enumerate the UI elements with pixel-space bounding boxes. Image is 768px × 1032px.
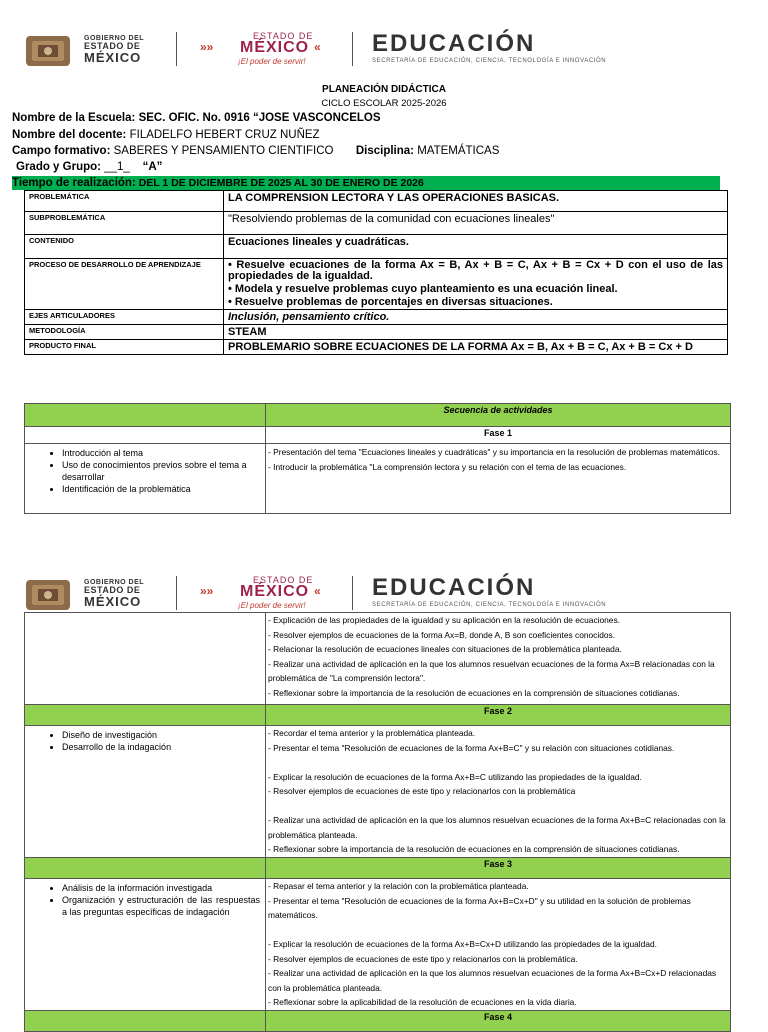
table-row (25, 705, 731, 726)
educacion-logo: EDUCACIÓN SECRETARÍA DE EDUCACIÓN, CIENCIA, TECNOLOGÍA E INNOVACIÓN (372, 574, 607, 608)
gobierno-logo-text: GOBIERNO DEL ESTADO DE MÉXICO (84, 35, 145, 65)
table-row (25, 325, 728, 340)
list-item: - Introducir la problemática "La comprensión lectora y su relación con el tema de las ecuaciones. (268, 461, 627, 472)
activities-table (24, 403, 731, 514)
fase4-title: Fase 4 (266, 1011, 731, 1032)
gobierno-logo-text: GOBIERNO DEL ESTADO DE MÉXICO (84, 579, 145, 609)
contenido-value: Ecuaciones lineales y cuadráticas. (224, 235, 728, 259)
state-seal-icon (20, 32, 76, 70)
fase1-left (25, 444, 266, 514)
grado-line: Grado y Grupo: __1_ “A” (16, 161, 163, 173)
divider (352, 576, 353, 610)
row-label: EJES ARTICULADORES (25, 310, 224, 325)
problematica-value: LA COMPRENSION LECTORA Y LAS OPERACIONES BASICAS. (224, 191, 728, 212)
docente-line: Nombre del docente: FILADELFO HEBERT CRUZ NUÑEZ (12, 129, 320, 141)
table-row (25, 427, 731, 444)
list-item: - Resolver ejemplos de ecuaciones de la forma Ax=B, donde A, B son coeficientes conocidos. (268, 629, 616, 640)
list-item: • Identificación de la problemática (62, 483, 264, 495)
list-item: • Resuelve ecuaciones de la forma Ax = B, Ax + B = C, Ax + B = Cx + D con el uso de las propiedades de la igualdad. (228, 259, 723, 282)
list-item: - Reflexionar sobre la aplicabilidad de la resolución de ecuaciones en la vida diaria. (268, 997, 577, 1007)
list-item: - Repasar el tema anterior y la relación con la problemática planteada. (268, 881, 529, 891)
tiempo-bar: Tiempo de realización: DEL 1 DE DICIEMBRE DE 2025 AL 30 DE ENERO DE 2026 (12, 176, 720, 190)
list-item: • Introducción al tema (62, 447, 264, 459)
list-item: • Organización y estructuración de las respuestas a las preguntas específicas de indagación (62, 894, 260, 918)
list-item: - Explicación de las propiedades de la igualdad y su aplicación en la resolución de ecuaciones. (268, 615, 620, 625)
ejes-value: Inclusión, pensamiento crítico. (224, 310, 728, 325)
row-label: SUBPROBLEMÁTICA (25, 212, 224, 235)
fase2-right (266, 726, 731, 858)
header-banner (18, 30, 732, 74)
fase2-left (25, 726, 266, 858)
divider (176, 576, 177, 610)
estado-mexico-logo: »» ESTADO DE MÉXICO « ¡El poder de servir! (200, 31, 321, 66)
fase1-continued-right (266, 613, 731, 705)
list-item: - Realizar una actividad de aplicación en la que los alumnos resuelvan ecuaciones de la forma Ax+B=C relacionadas con la problemática planteada. (268, 815, 726, 840)
row-label: METODOLOGÍA (25, 325, 224, 340)
proceso-value (224, 259, 728, 310)
list-item: - Explicar la resolución de ecuaciones de la forma Ax+B=Cx+D utilizando las propiedades de la igualdad. (268, 939, 657, 949)
ciclo-escolar: CICLO ESCOLAR 2025-2026 (321, 98, 447, 109)
list-item: - Resolver ejemplos de ecuaciones de este tipo y relacionarlos con la problemática. (268, 953, 578, 964)
table-row (25, 310, 728, 325)
metodologia-value: STEAM (224, 325, 728, 340)
subproblematica-value: "Resolviendo problemas de la comunidad con ecuaciones lineales" (224, 212, 728, 235)
list-item: - Relacionar la resolución de ecuaciones lineales con situaciones de la problemática planteada. (268, 644, 622, 654)
list-item: - Explicar la resolución de ecuaciones de la forma Ax+B=C utilizando las propiedades de la igualdad. (268, 771, 642, 782)
list-item: • Modela y resuelve problemas cuyo planteamiento es una ecuación lineal. (228, 283, 618, 295)
table-row (25, 726, 731, 858)
row-label: CONTENIDO (25, 235, 224, 259)
table-row (25, 1011, 731, 1032)
row-label: PRODUCTO FINAL (25, 340, 224, 355)
table-row (25, 340, 728, 355)
table-row (25, 444, 731, 514)
estado-mexico-logo: »» ESTADO DE MÉXICO « ¡El poder de servir! (200, 575, 321, 610)
table-row (25, 259, 728, 310)
fase1-title: Fase 1 (266, 427, 731, 444)
activities-table-continued (24, 612, 731, 1032)
divider (352, 32, 353, 66)
list-item: - Recordar el tema anterior y la problemática planteada. (268, 728, 476, 738)
fase3-title: Fase 3 (266, 858, 731, 879)
table-row (25, 613, 731, 705)
doc-title: PLANEACIÓN DIDÁCTICA (322, 84, 446, 95)
list-item: - Presentar el tema "Resolución de ecuaciones de la forma Ax+B=Cx+D" y su utilidad en la solución de problemas matemáticos. (268, 895, 691, 920)
table-row (25, 879, 731, 1011)
list-item: - Presentar el tema "Resolución de ecuaciones de la forma Ax+B=C" y su relación con situaciones cotidianas. (268, 742, 675, 753)
list-item: • Resuelve problemas de porcentajes en diversas situaciones. (228, 296, 553, 308)
producto-value: PROBLEMARIO SOBRE ECUACIONES DE LA FORMA Ax = B, Ax + B = C, Ax + B = Cx + D (224, 340, 728, 355)
row-label: PROCESO DE DESARROLLO DE APRENDIZAJE (25, 259, 224, 310)
table-row (25, 858, 731, 879)
list-item: • Uso de conocimientos previos sobre el tema a desarrollar (62, 459, 264, 483)
list-item: • Análisis de la información investigada (62, 882, 260, 894)
activities-header: Secuencia de actividades (266, 404, 731, 427)
list-item: • Desarrollo de la indagación (62, 741, 264, 753)
table-row (25, 191, 728, 212)
list-item: - Realizar una actividad de aplicación en la que los alumnos resuelvan ecuaciones de la forma Ax=B relacionadas con la problemática de "La comprensión lectora". (268, 658, 715, 683)
list-item: - Reflexionar sobre la importancia de la resolución de ecuaciones en la comprensión de situaciones cotidianas. (268, 687, 680, 698)
fase1-right (266, 444, 731, 514)
state-seal-icon (20, 576, 76, 614)
fase2-title: Fase 2 (266, 705, 731, 726)
list-item: - Reflexionar sobre la importancia de la resolución de ecuaciones en la comprensión de situaciones cotidianas. (268, 844, 680, 854)
list-item: - Realizar una actividad de aplicación en la que los alumnos resuelvan ecuaciones de la forma Ax+B=Cx+D relacionadas con la problemática planteada. (268, 968, 717, 993)
table-row (25, 404, 731, 427)
list-item: - Resolver ejemplos de ecuaciones de este tipo y relacionarlos con la problemática (268, 786, 576, 796)
table-row (25, 212, 728, 235)
row-label: PROBLEMÁTICA (25, 191, 224, 212)
campo-line: Campo formativo: SABERES Y PENSAMIENTO CIENTIFICO Disciplina: MATEMÁTICAS (12, 145, 500, 157)
info-table (24, 190, 728, 355)
educacion-logo: EDUCACIÓN SECRETARÍA DE EDUCACIÓN, CIENCIA, TECNOLOGÍA E INNOVACIÓN (372, 30, 607, 64)
fase3-left (25, 879, 266, 1011)
table-row (25, 235, 728, 259)
list-item: • Diseño de investigación (62, 729, 264, 741)
escuela-line: Nombre de la Escuela: SEC. OFIC. No. 0916 “JOSE VASCONCELOS (12, 112, 381, 124)
fase3-right (266, 879, 731, 1011)
divider (176, 32, 177, 66)
list-item: - Presentación del tema "Ecuaciones lineales y cuadráticas" y su importancia en la resolución de problemas matemáticos. (268, 447, 720, 457)
